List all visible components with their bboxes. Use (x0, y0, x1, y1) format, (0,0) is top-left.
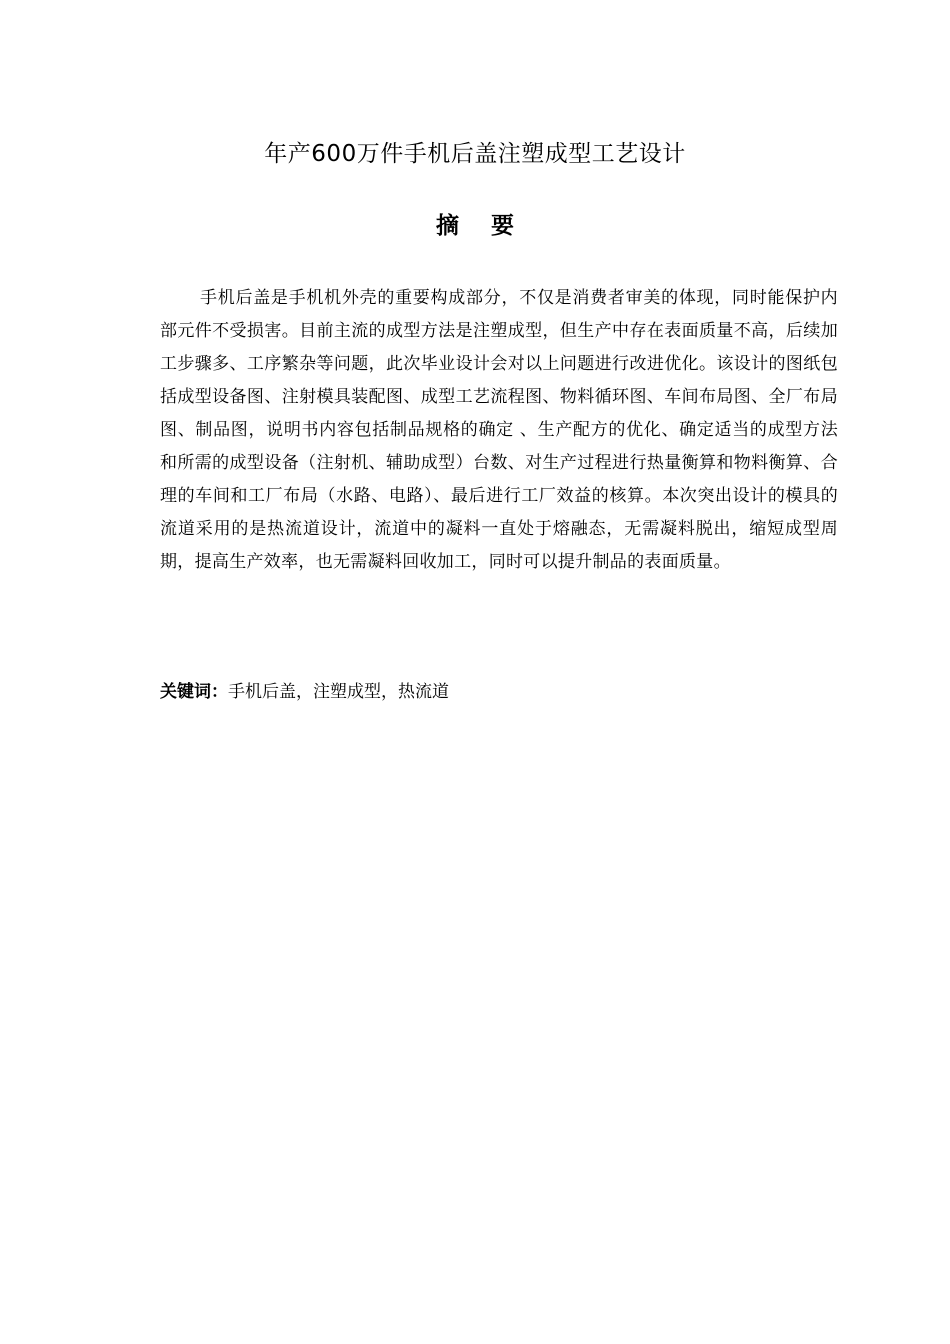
keywords-label: 关键词： (160, 682, 228, 702)
keywords-line (160, 676, 838, 709)
document-title: 年产600万件手机后盖注塑成型工艺设计 (264, 141, 686, 167)
abstract-heading: 摘 要 (435, 213, 526, 239)
keywords-text: 手机后盖，注塑成型，热流道 (228, 682, 449, 702)
abstract-body: 手机后盖是手机机外壳的重要构成部分，不仅是消费者审美的体现，同时能保护内部元件不受损害。目前主流的成型方法是注塑成型，但生产中存在表面质量不高，后续加工步骤多、工序繁杂等问题，此次毕业设计会对以上问题进行改进优化。该设计的图纸包括成型设备图、注射模具装配图、成型工艺流程图、物料循环图、车间布局图、全厂布局图、制品图，说明书内容包括制品规格的确定 、生产配方的优化、确定适当的成型方法和所需的成型设备（注射机、辅助成型）台数、对生产过程进行热量衡算和物料衡算、合理的车间和工厂布局（水路、电路）、最后进行工厂效益的核算。本次突出设计的模具的流道采用的是热流道设计，流道中的凝料一直处于熔融态，无需凝料脱出，缩短成型周期，提高生产效率，也无需凝料回收加工，同时可以提升制品的表面质量。 (160, 288, 838, 572)
